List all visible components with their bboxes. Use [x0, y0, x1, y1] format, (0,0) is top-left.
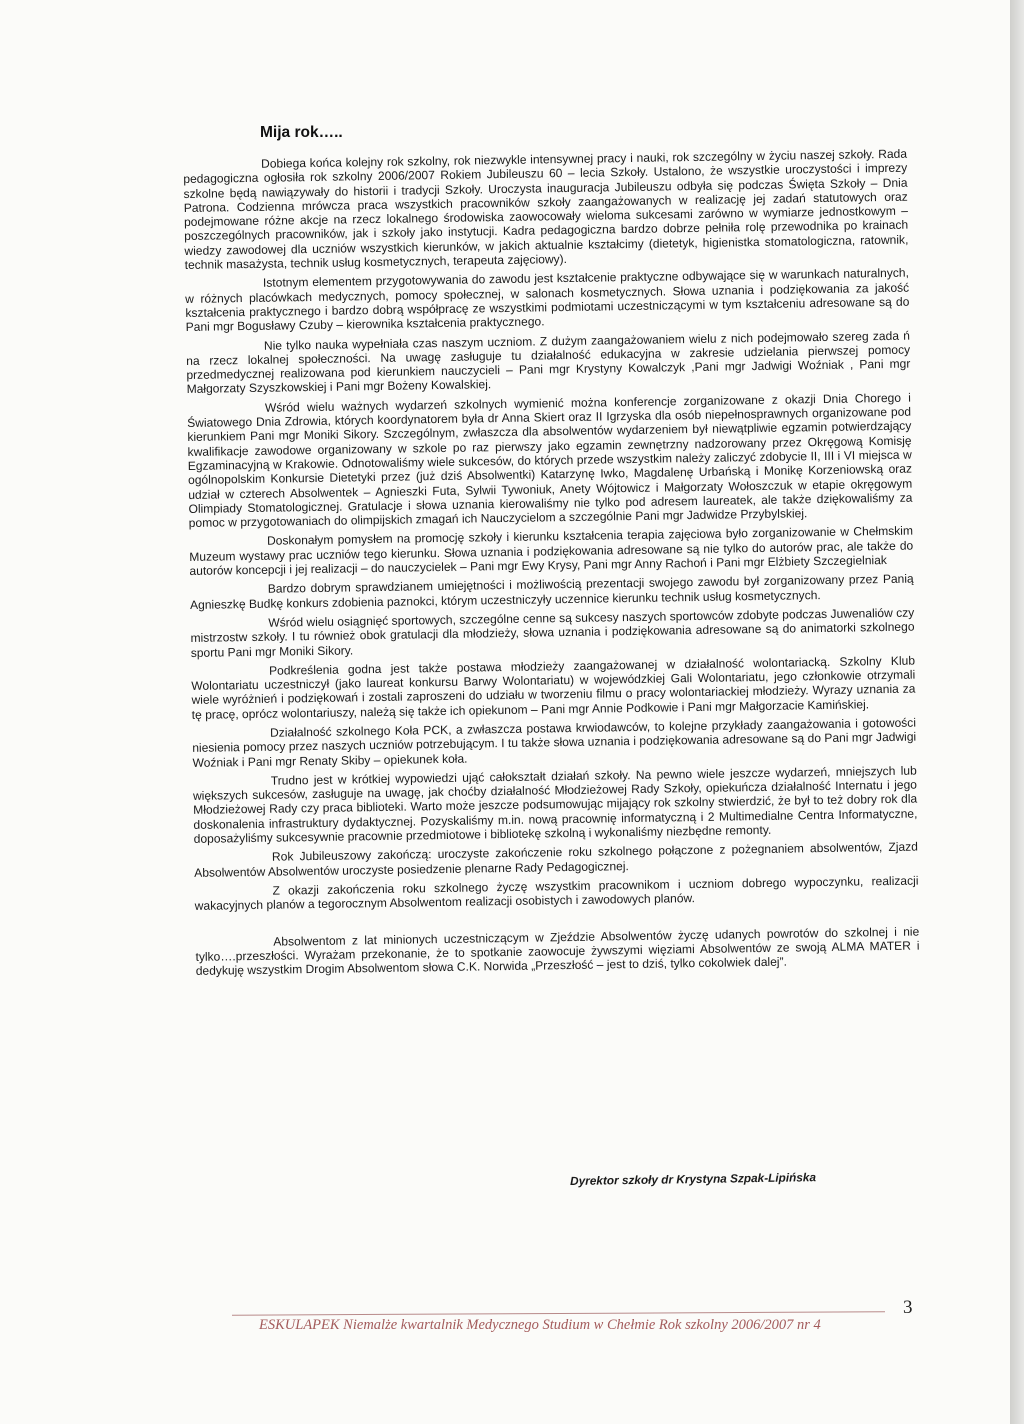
publication-footer: ESKULAPEK Niemalże kwartalnik Medycznego Studium w Chełmie Rok szkolny 2006/2007 nr 4 [259, 1317, 821, 1333]
article-title: Mija rok….. [260, 124, 343, 141]
paragraph: Dobiega końca kolejny rok szkolny, rok niezwykle intensywnej pracy i nauki, rok szczególny w życiu naszej szkoły. Rada pedagogiczna ogłosiła rok szkolny 2006/2007 Rokiem Jubileuszu 60 – lecia Szkoły. Ustalono, że wszystkie uroczystości i imprezy szkolne będą nawiązywały do historii i tradycji Szkoły. Uroczysta inauguracja Jubileuszu odbyła się podczas Święta Szkoły – Dnia Patrona. Codzienna mrówcza praca wszystkich pracowników szkoły zaangażowanych w realizację jej zadań statutowych oraz podejmowane różne akcje na rzecz lokalnego środowiska zaowocowały wieloma sukcesami zarówno w wymiarze jednostkowym – poszczególnych pracowników, jak i szkoły jako instytucji. Kadra pedagogiczna bardzo dobrze pełniła rolę przewodnika po krainach wiedzy zawodowej dla uczniów wszystkich kierunków, w jakich aktualnie kształcimy (dietetyk, higienistka stomatologiczna, ratownik, technik masażysta, technik usług kosmetycznych, terapeuta zajęciowy). [183, 146, 909, 273]
paragraph: Podkreślenia godna jest także postawa młodzieży zaangażowanej w działalność wolontariacką. Szkolny Klub Wolontariatu uczestniczył (jako laureat konkursu Barwy Wolontariatu) w wojewódzkiej Gali Wolontariatu, jego członkowie otrzymali wiele wyróżnień i podziękowań i zostali zaproszeni do udziału w tworzeniu filmu o pracy wolontariackiej młodzieży. Wyrazy uznania za tę pracę, oprócz wolontariuszy, należą się także ich opiekunom – Pani mgr Annie Podkowie i Pani mgr Małgorzacie Kamińskiej. [191, 653, 916, 722]
paragraph: Z okazji zakończenia roku szkolnego życzę wszystkim pracownikom i uczniom dobrego wypoczynku, realizacji wakacyjnych planów a tegorocznym Absolwentom realizacji osobistych i zawodowych planów. [194, 873, 919, 914]
paragraph: Rok Jubileuszowy zakończą: uroczyste zakończenie roku szkolnego połączone z pożegnaniem absolwentów, Zjazd Absolwentów Absolwentów uroczyste posiedzenie plenarne Rady Pedagogicznej. [194, 839, 919, 880]
article-body [183, 147, 920, 984]
page-number: 3 [903, 1297, 913, 1318]
paragraph: Działalność szkolnego Koła PCK, a zwłaszcza postawa krwiodawców, to kolejne przykłady zaangażowania i gotowości niesienia pomocy przez naszych uczniów potrzebującym. I tu także słowa uznania i podziękowania adresowane są do Pani mgr Jadwigi Woźniak i Pani mgr Renaty Skiby – opiekunek koła. [192, 715, 917, 770]
paragraph: Bardzo dobrym sprawdzianem umiejętności i możliwością prezentacji swojego zawodu był zorganizowany przez Panią Agnieszkę Budkę konkurs zdobienia paznokci, którym uczestniczyły uczennice kierunku technik usług kosmetycznych. [189, 571, 914, 612]
page-edge [1010, 0, 1024, 1424]
paragraph: Wśród wielu osiągnięć sportowych, szczególne cenne są sukcesy naszych sportowców zdobyte podczas Juwenaliów czy mistrzostw szkoły. I tu również obok gratulacji dla młodzieży, słowa uznania i podziękowania adresowane są do animatorki szkolnego sportu Pani mgr Moniki Sikory. [190, 605, 915, 660]
footer-divider [232, 1311, 885, 1315]
paragraph: Nie tylko nauka wypełniała czas naszym uczniom. Z dużym zaangażowaniem wielu z nich podejmowało szereg zada ń na rzecz lokalnej społeczności. Na uwagę zasługuje tu działalność edukacyjna w zakresie udzielania pierwszej pomocy przedmedycznej realizowana pod kierunkiem nauczycieli – Pani mgr Krystyny Kowalczyk ,Pani mgr Jadwigi Woźniak , Pani mgr Małgorzaty Szyszkowskiej i Pani mgr Bożeny Kowalskiej. [186, 328, 911, 397]
paragraph: Trudno jest w krótkiej wypowiedzi ująć całokształt działań szkoły. Na pewno wiele jeszcze wydarzeń, mniejszych lub większych sukcesów, zasługuje na uwagę, jak choćby działalność Młodzieżowej Rady Szkoły, opiekuńcza działalność Internatu i jego Młodzieżowej Rady czy praca biblioteki. Warto może jeszcze podsumowując mijający rok szkolny stwierdzić, że był to też dobry rok dla doskonalenia infrastruktury dydaktycznej. Pozyskaliśmy m.in. nową pracownię informatyczną i 2 Multimedialne Centra Informatyczne, doposażyliśmy sukcesywnie pracownie przedmiotowe i bibliotekę szkolną i wykonaliśmy niezbędne remonty. [192, 763, 918, 846]
paragraph: Istotnym elementem przygotowywania do zawodu jest kształcenie praktyczne odbywające się w warunkach naturalnych, w różnych placówkach medycznych, pomocy społecznej, w salonach kosmetycznych. Słowa uznania i podziękowania za jakość kształcenia praktycznego i bardzo dobrą współpracę ze wszystkimi podmiotami uczestniczącymi w tym kształceniu adresowane są do Pani mgr Bogusławy Czuby – kierownika kształcenia praktycznego. [185, 265, 910, 335]
paragraph: Doskonałym pomysłem na promocję szkoły i kierunku kształcenia terapia zajęciowa było zorganizowanie w Chełmskim Muzeum wystawy prac uczniów tego kierunku. Słowa uznania i podziękowania adresowane są nie tylko do autorów prac, ale także do autorów koncepcji i jej realizacji – do nauczycielek – Pani mgr Ewy Krysy, Pani mgr Anny Rachoń i Pani mgr Elżbiety Szczegielniak [189, 524, 914, 578]
signature: Dyrektor szkoły dr Krystyna Szpak-Lipińska [570, 1170, 817, 1188]
paragraph: Absolwentom z lat minionych uczestniczącym w Zjeździe Absolwentów życzę udanych powrotów do szkolnej i nie tylko….przeszłości. Wyrażam przekonanie, że to spotkanie zaowocuje żywszymi więziami Absolwentów ze swoją ALMA MATER i dedykuję wszystkim Drogim Absolwentom słowa C.K. Norwida „Przeszłość – jest to dziś, tylko cokolwiek dalej”. [195, 924, 920, 979]
paragraph: Wśród wielu ważnych wydarzeń szkolnych wymienić można konferencje zorganizowane z okazji Dnia Chorego i Światowego Dnia Zdrowia, których koordynatorem była dr Anna Skiert oraz II Igrzyska dla osób niepełnosprawnych organizowane pod kierunkiem Pani mgr Moniki Sikory. Szczególnym, zwłaszcza dla absolwentów wydarzeniem był niewątpliwie egzamin potwierdzający kwalifikacje zawodowe organizowany w szkole po raz pierwszy jako egzamin zewnętrzny nadzorowany przez Okręgową Komisję Egzaminacyjną w Krakowie. Odnotowaliśmy wiele sukcesów, do których przede wszystkim należy zaliczyć zdobycie II, III i VI miejsca w ogólnopolskim Konkursie Dietetyki przez (już dziś Absolwentki) Katarzynę Iwko, Magdalenę Urbańską i Monikę Korzeniowską oraz udział w czterech Absolwentek – Agnieszki Futa, Sylwii Tywoniuk, Anety Wójtowicz i Małgorzaty Wołoszczuk w etapie okręgowym Olimpiady Stomatologicznej. Gratulacje i słowa uznania kierowaliśmy nie tylko pod adresem laureatek, ale także dziękowaliśmy za pomoc w przygotowaniach do olimpijskich zmagań ich Nauczycielom a szczególnie Pani mgr Jadwidze Przybylskiej. [187, 390, 913, 531]
